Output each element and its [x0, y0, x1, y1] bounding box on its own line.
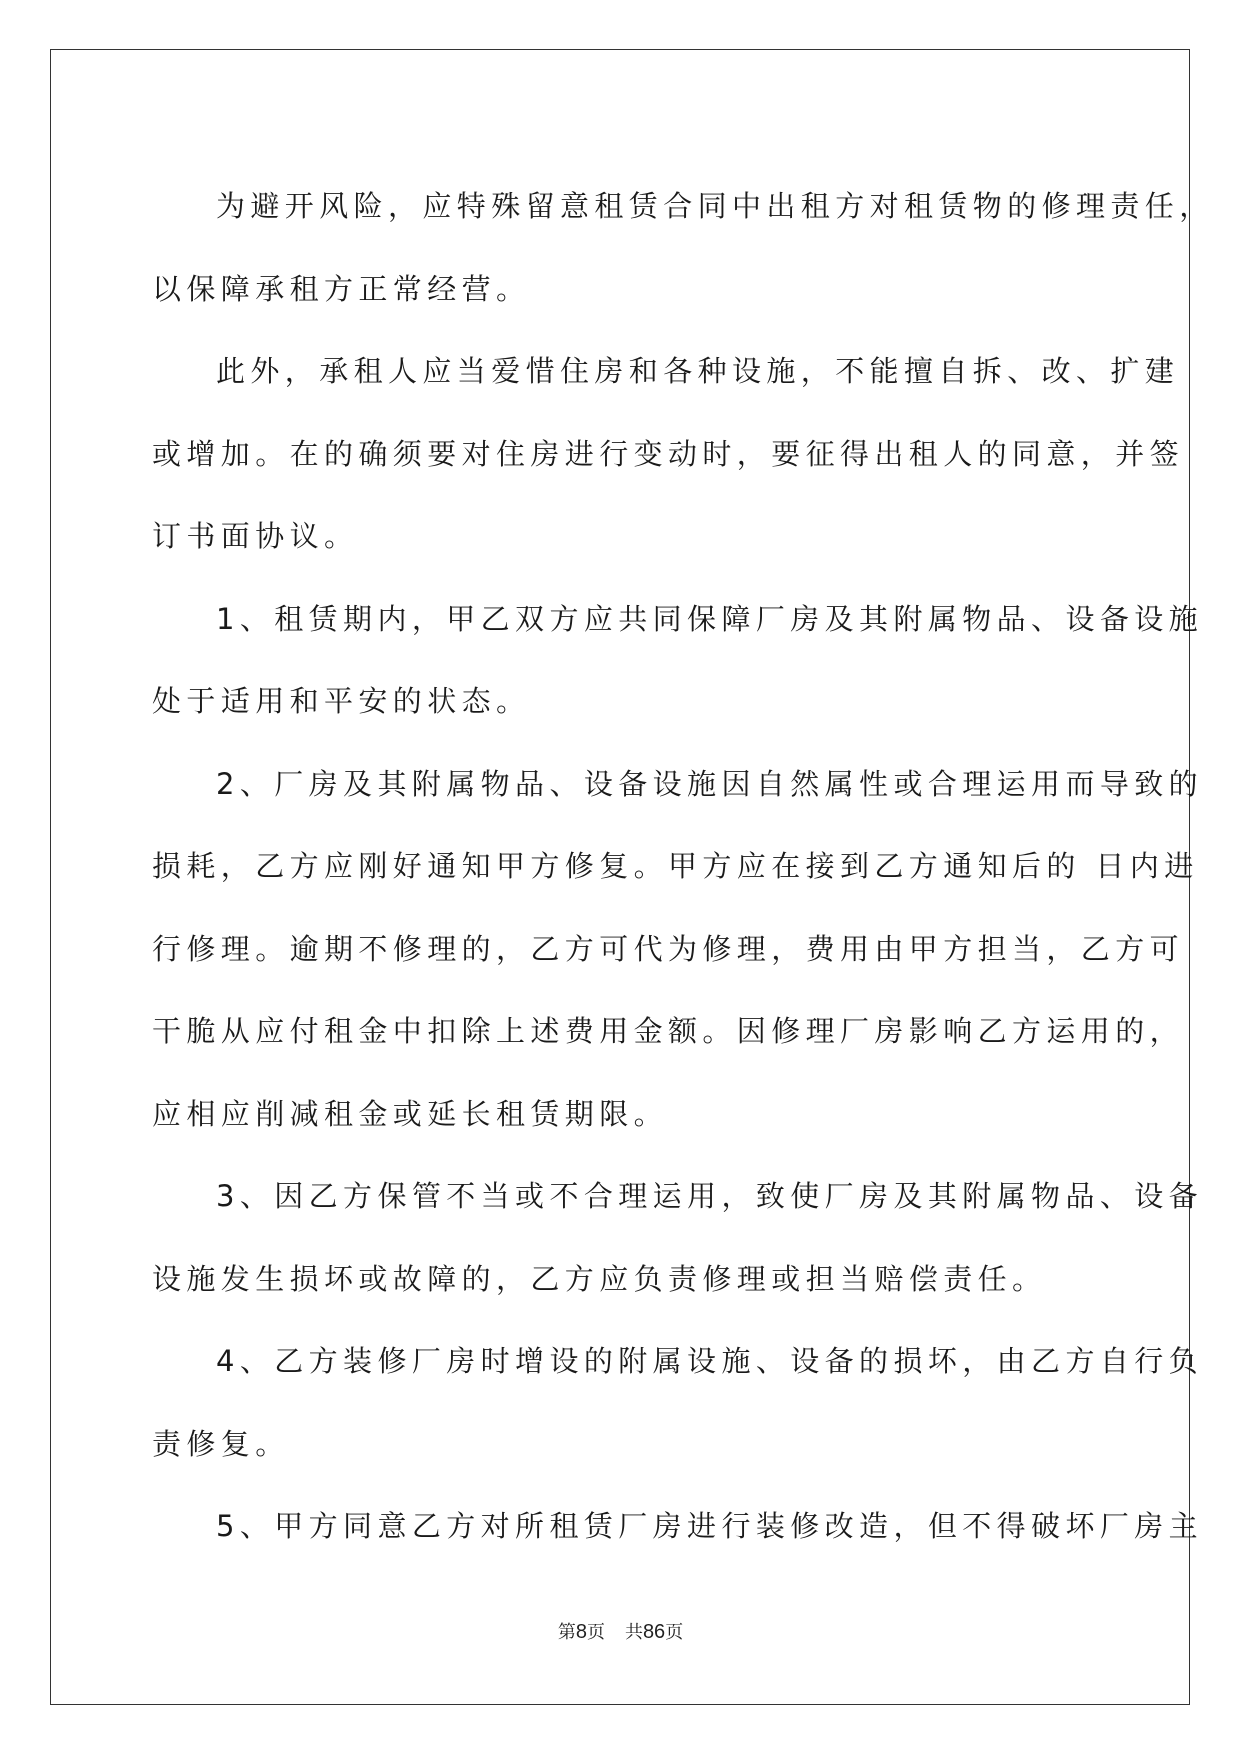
text-line: 设施发生损坏或故障的，乙方应负责修理或担当赔偿责任。 — [152, 1261, 1047, 1296]
text-line: 行修理。逾期不修理的，乙方可代为修理，费用由甲方担当，乙方可 — [152, 931, 1185, 966]
text-line: 4、乙方装修厂房时增设的附属设施、设备的损坏，由乙方自行负 — [216, 1344, 1204, 1378]
paragraph-2 — [152, 330, 1185, 578]
text-line: 损耗，乙方应刚好通知甲方修复。甲方应在接到乙方通知后的 日内进 — [152, 849, 1199, 883]
total-suffix: 页 — [665, 1622, 684, 1642]
paragraph-4 — [152, 743, 1204, 1156]
text-line: 订书面协议。 — [152, 519, 359, 553]
total-pages: 86 — [642, 1621, 666, 1643]
text-line: 处于适用和平安的状态。 — [152, 684, 531, 718]
text-line: 2、厂房及其附属物品、设备设施因自然属性或合理运用而导致的 — [216, 766, 1204, 801]
paragraph-6 — [152, 1320, 1204, 1485]
text-line: 3、因乙方保管不当或不合理运用，致使厂房及其附属物品、设备 — [216, 1179, 1204, 1213]
text-line: 1、租赁期内，甲乙双方应共同保障厂房及其附属物品、设备设施 — [216, 601, 1204, 636]
page-number: 8 — [575, 1621, 587, 1643]
text-line: 或增加。在的确须要对住房进行变动时，要征得出租人的同意，并签 — [152, 436, 1185, 471]
text-line: 以保障承租方正常经营。 — [152, 271, 531, 306]
paragraph-3 — [152, 578, 1204, 743]
text-line: 应相应削减租金或延长租赁期限。 — [152, 1096, 669, 1131]
page-suffix: 页 — [586, 1622, 605, 1642]
text-line: 此外，承租人应当爱惜住房和各种设施，不能擅自拆、改、扩建 — [216, 354, 1180, 388]
document-body — [152, 165, 1214, 1568]
total-prefix: 共 — [624, 1622, 643, 1642]
page-footer — [0, 1618, 1241, 1644]
page-prefix: 第 — [557, 1622, 576, 1642]
text-line: 5、甲方同意乙方对所租赁厂房进行装修改造，但不得破坏厂房主 — [216, 1509, 1204, 1543]
paragraph-1 — [152, 165, 1214, 330]
text-line: 为避开风险，应特殊留意租赁合同中出租方对租赁物的修理责任， — [216, 189, 1214, 223]
paragraph-7 — [152, 1485, 1204, 1568]
text-line: 干脆从应付租金中扣除上述费用金额。因修理厂房影响乙方运用的， — [152, 1014, 1185, 1048]
paragraph-5 — [152, 1155, 1204, 1320]
text-line: 责修复。 — [152, 1426, 290, 1461]
